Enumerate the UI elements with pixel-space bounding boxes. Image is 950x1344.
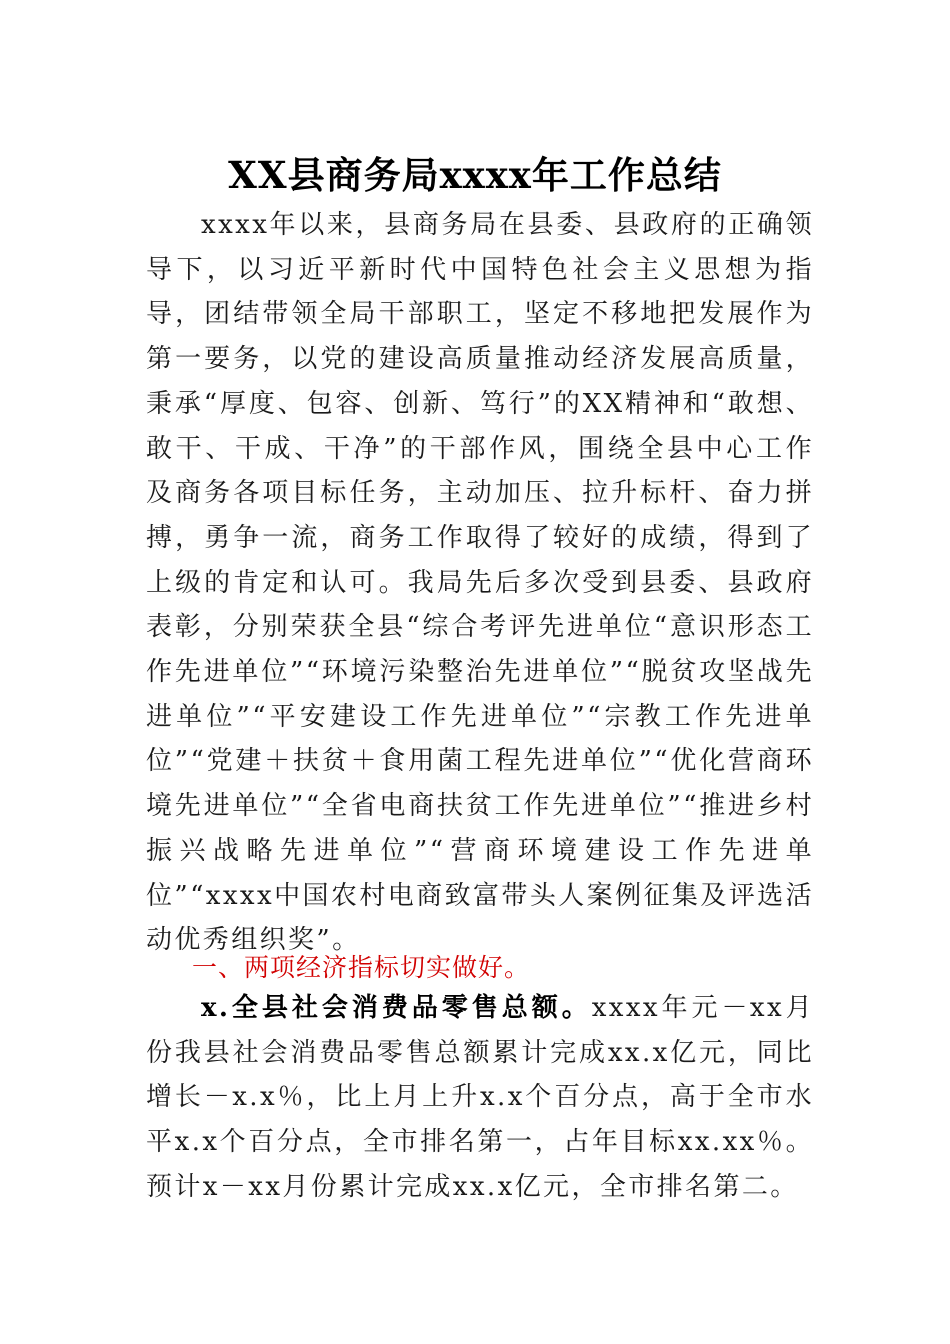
section-heading: 一、两项经济指标切实做好。: [192, 953, 531, 982]
retail-sales-paragraph: [146, 986, 814, 1210]
document-title: XX县商务局xxxx年工作总结: [228, 153, 722, 197]
paragraph-lead-heading: x.全县社会消费品零售总额。: [201, 993, 592, 1023]
intro-paragraph: xxxx年以来，县商务局在县委、县政府的正确领导下，以习近平新时代中国特色社会主义思想为指导，团结带领全局干部职工，坚定不移地把发展作为第一要务，以党的建设高质量推动经济发展高质量，秉承“厚度、包容、创新、笃行”的XX精神和“敢想、敢干、干成、干净”的干部作风，围绕全县中心工作及商务各项目标任务，主动加压、拉升标杆、奋力拼搏，勇争一流，商务工作取得了较好的成绩，得到了上级的肯定和认可。我局先后多次受到县委、县政府表彰，分别荣获全县“综合考评先进单位“意识形态工作先进单位”“环境污染整治先进单位”“脱贫攻坚战先进单位”“平安建设工作先进单位”“宗教工作先进单位”“党建＋扶贫＋食用菌工程先进单位”“优化营商环境先进单位”“全省电商扶贫工作先进单位”“推进乡村振兴战略先进单位”“营商环境建设工作先进单位”“xxxx中国农村电商致富带头人案例征集及评选活动优秀组织奖”。: [146, 210, 814, 956]
paragraph-body: xxxx年元－xx月份我县社会消费品零售总额累计完成xx.x亿元，同比增长－x.x％，比上月上升x.x个百分点，高于全市水平x.x个百分点，全市排名第一，占年目标xx.xx％。预计x－xx月份累计完成xx.x亿元，全市排名第二。: [146, 993, 815, 1202]
